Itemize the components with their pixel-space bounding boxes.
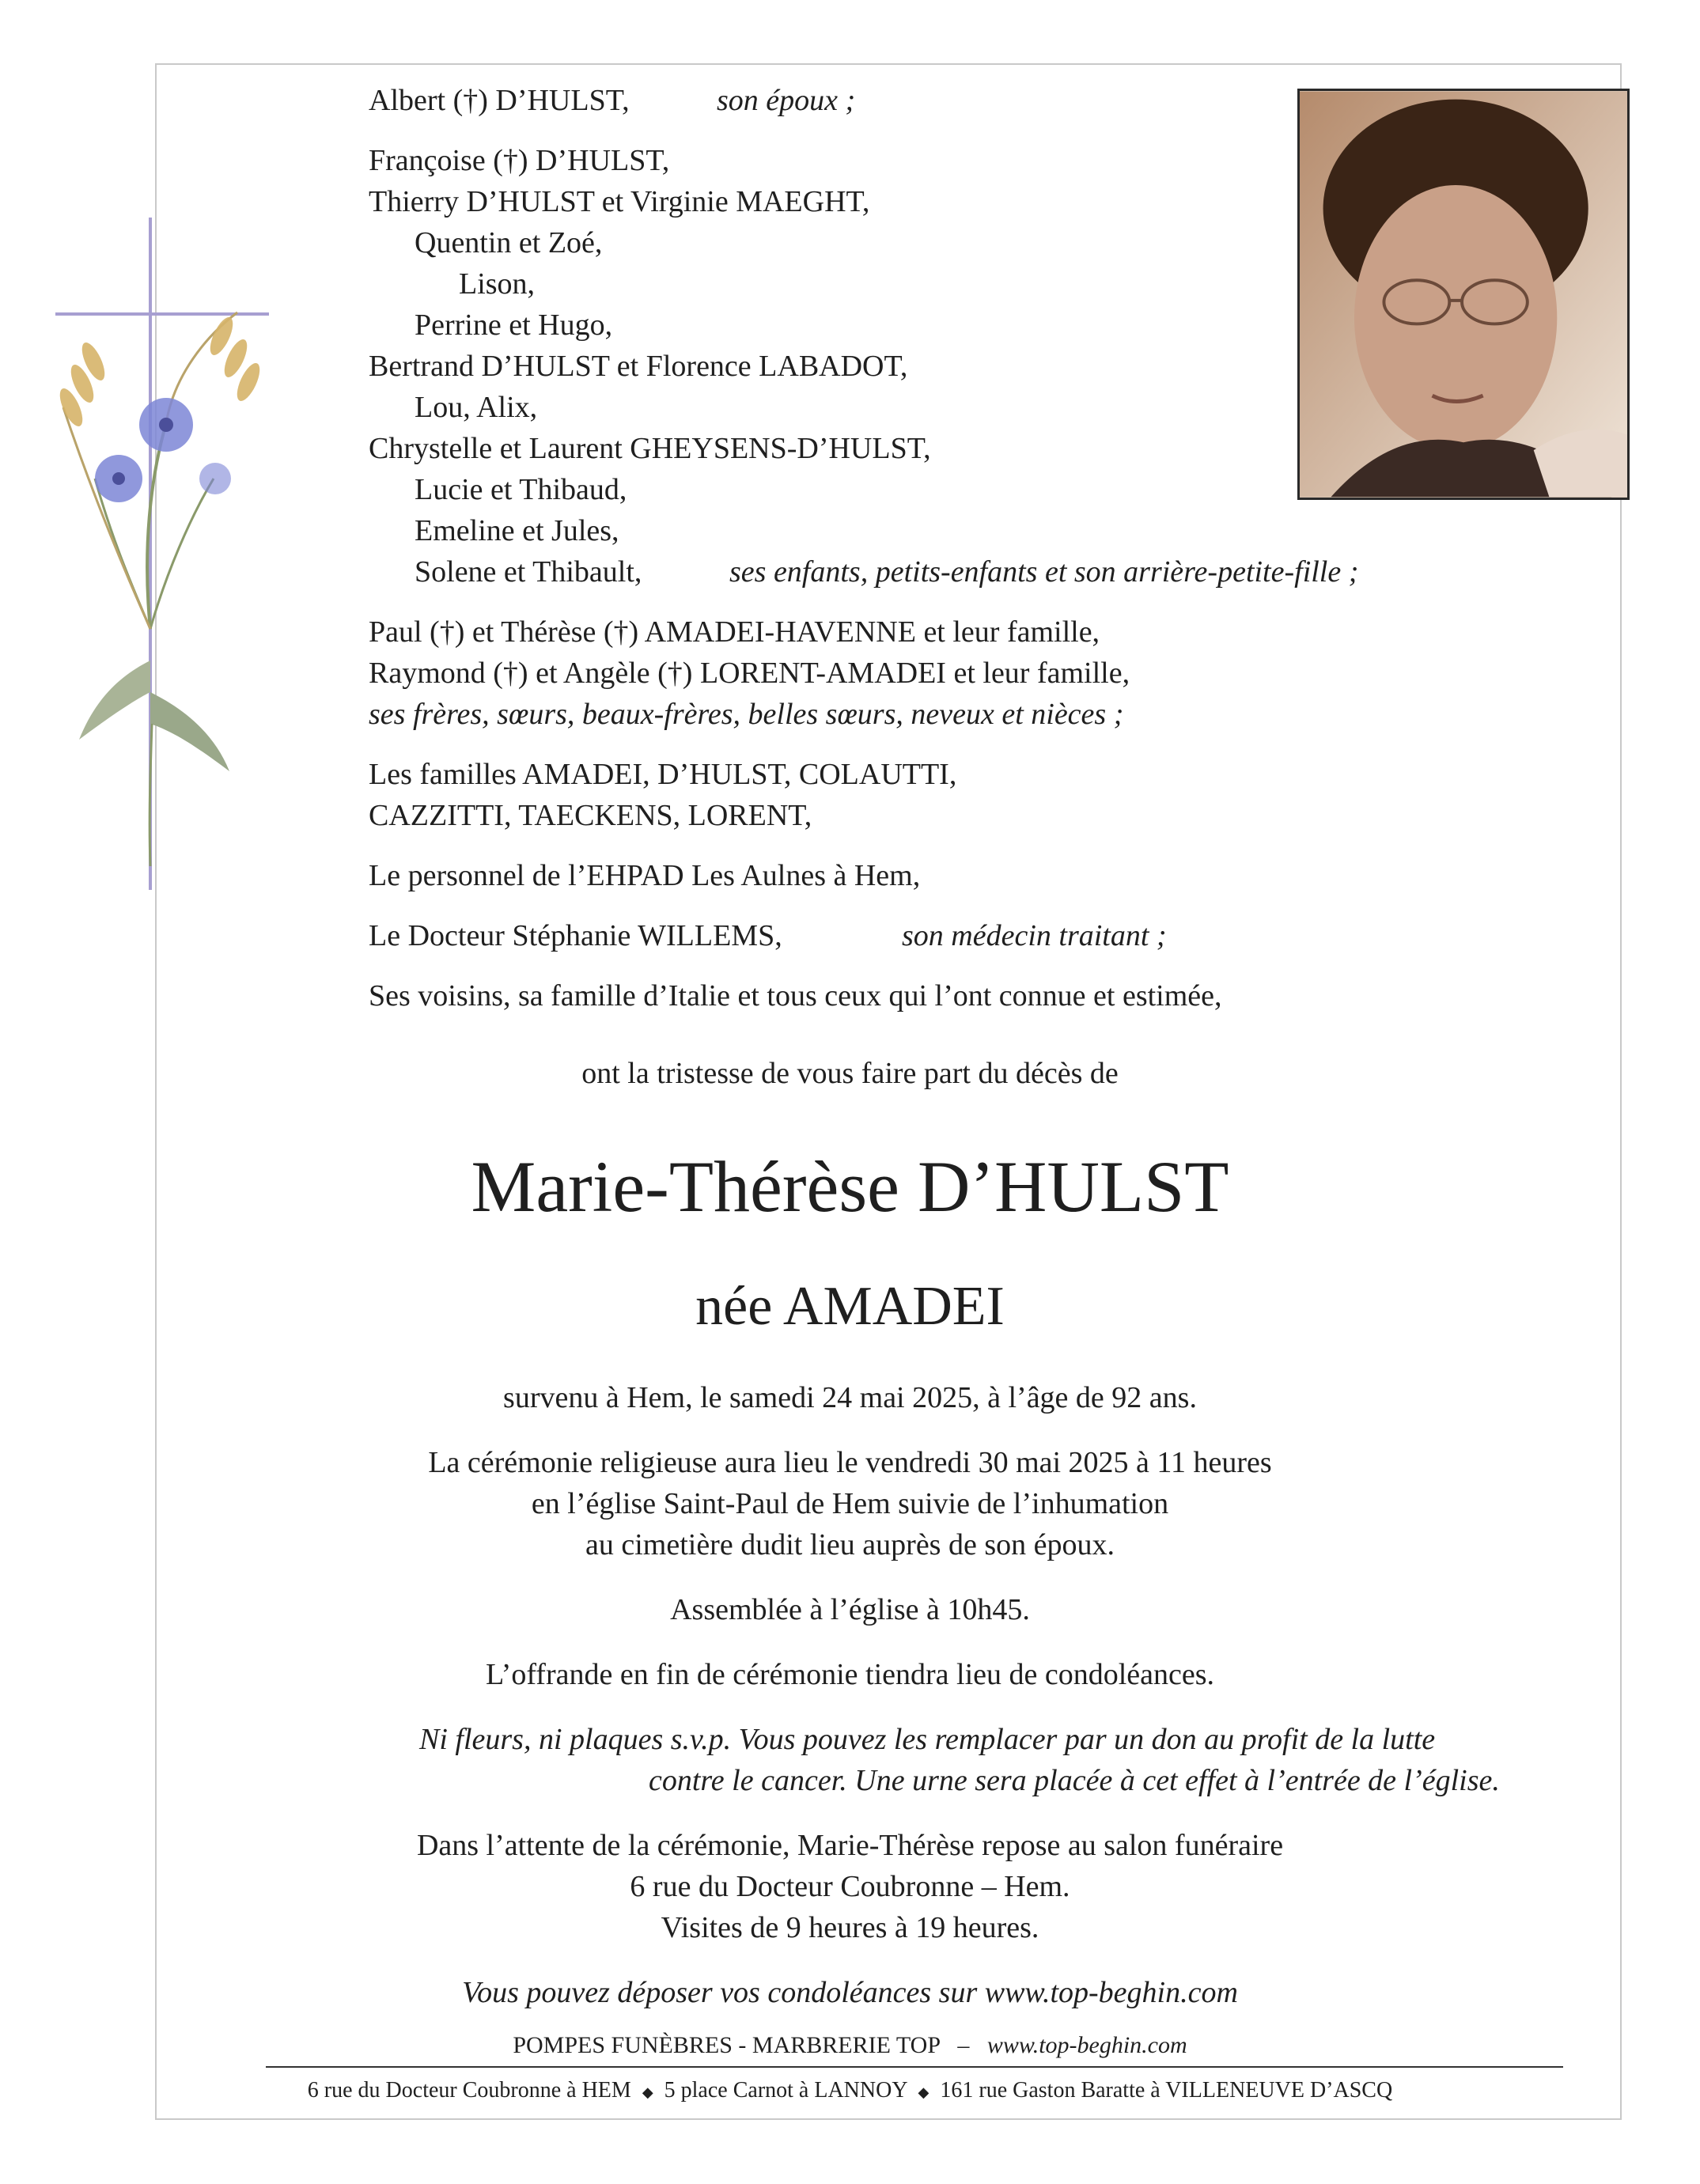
- cross-flowers-decoration: [32, 218, 269, 890]
- siblings-relation: ses frères, sœurs, beaux-frères, belles sœurs, neveux et nièces ;: [369, 698, 1124, 731]
- company-website: www.top-beghin.com: [986, 2032, 1187, 2058]
- sibling-line: Paul (†) et Thérèse (†) AMADEI-HAVENNE et leur famille,: [369, 615, 1100, 649]
- husband-name: Albert (†) D’HULST,: [369, 84, 630, 117]
- grandchild-line: Solene et Thibault,: [415, 555, 642, 589]
- flowers-notice-line: contre le cancer. Une urne sera placée à cet effet à l’entrée de l’église.: [649, 1764, 1500, 1797]
- death-info: survenu à Hem, le samedi 24 mai 2025, à l’âge de 92 ans.: [503, 1381, 1197, 1414]
- great-grandchild-line: Lison,: [459, 267, 536, 301]
- rest-line: 6 rue du Docteur Coubronne – Hem.: [630, 1870, 1070, 1903]
- child-line: Françoise (†) D’HULST,: [369, 144, 670, 177]
- children-relation: ses enfants, petits-enfants et son arrière-petite-fille ;: [729, 555, 1359, 589]
- footer-rule: [266, 2066, 1563, 2068]
- diamond-separator-icon: ◆: [918, 2084, 930, 2100]
- flowers-notice-line: Ni fleurs, ni plaques s.v.p. Vous pouvez les remplacer par un don au profit de la lutte: [419, 1723, 1436, 1756]
- others-line: Ses voisins, sa famille d’Italie et tous ceux qui l’ont connue et estimée,: [369, 979, 1222, 1013]
- rest-line: Dans l’attente de la cérémonie, Marie-Thérèse repose au salon funéraire: [416, 1829, 1284, 1862]
- portrait-photo: [1297, 89, 1630, 500]
- address-hem: 6 rue du Docteur Coubronne à HEM: [307, 2078, 631, 2103]
- grandchild-line: Emeline et Jules,: [415, 514, 619, 547]
- child-line: Thierry D’HULST et Virginie MAEGHT,: [369, 185, 870, 218]
- grandchild-line: Perrine et Hugo,: [415, 308, 613, 342]
- footer-company-line: [0, 2031, 1700, 2060]
- child-line: Chrystelle et Laurent GHEYSENS-D’HULST,: [369, 432, 931, 465]
- grandchild-line: Lou, Alix,: [415, 391, 538, 424]
- deceased-name: Marie-Thérèse D’HULST: [471, 1146, 1229, 1227]
- ceremony-line: La cérémonie religieuse aura lieu le vendredi 30 mai 2025 à 11 heures: [428, 1446, 1272, 1479]
- address-lannoy: 5 place Carnot à LANNOY: [664, 2078, 907, 2103]
- doctor-relation: son médecin traitant ;: [902, 919, 1167, 952]
- grandchild-line: Quentin et Zoé,: [415, 226, 603, 259]
- staff-line: Le personnel de l’EHPAD Les Aulnes à Hem,: [369, 859, 921, 892]
- families-line: CAZZITTI, TAECKENS, LORENT,: [369, 799, 812, 832]
- announcement: ont la tristesse de vous faire part du décès de: [581, 1057, 1119, 1090]
- husband-relation: son époux ;: [717, 84, 856, 117]
- grandchild-line: Lucie et Thibaud,: [415, 473, 627, 506]
- company-name: POMPES FUNÈBRES - MARBRERIE TOP: [513, 2032, 940, 2058]
- footer-addresses: [0, 2077, 1700, 2106]
- ceremony-line: au cimetière dudit lieu auprès de son époux.: [585, 1528, 1115, 1561]
- birth-name: née AMADEI: [695, 1276, 1005, 1337]
- ceremony-line: en l’église Saint-Paul de Hem suivie de l’inhumation: [531, 1487, 1169, 1520]
- child-line: Bertrand D’HULST et Florence LABADOT,: [369, 350, 908, 383]
- sibling-line: Raymond (†) et Angèle (†) LORENT-AMADEI et leur famille,: [369, 657, 1130, 690]
- diamond-separator-icon: ◆: [642, 2084, 653, 2100]
- doctor-name: Le Docteur Stéphanie WILLEMS,: [369, 919, 782, 952]
- portrait-image: [1300, 91, 1627, 498]
- offering-info: L’offrande en fin de cérémonie tiendra lieu de condoléances.: [485, 1658, 1215, 1691]
- address-villeneuve: 161 rue Gaston Baratte à VILLENEUVE D’ASCQ: [940, 2078, 1393, 2103]
- assembly-info: Assemblée à l’église à 10h45.: [670, 1593, 1030, 1626]
- rest-line: Visites de 9 heures à 19 heures.: [661, 1911, 1039, 1944]
- condolences-info: Vous pouvez déposer vos condoléances sur www.top-beghin.com: [462, 1976, 1238, 2009]
- footer-dash: –: [957, 2032, 970, 2058]
- families-line: Les familles AMADEI, D’HULST, COLAUTTI,: [369, 758, 957, 791]
